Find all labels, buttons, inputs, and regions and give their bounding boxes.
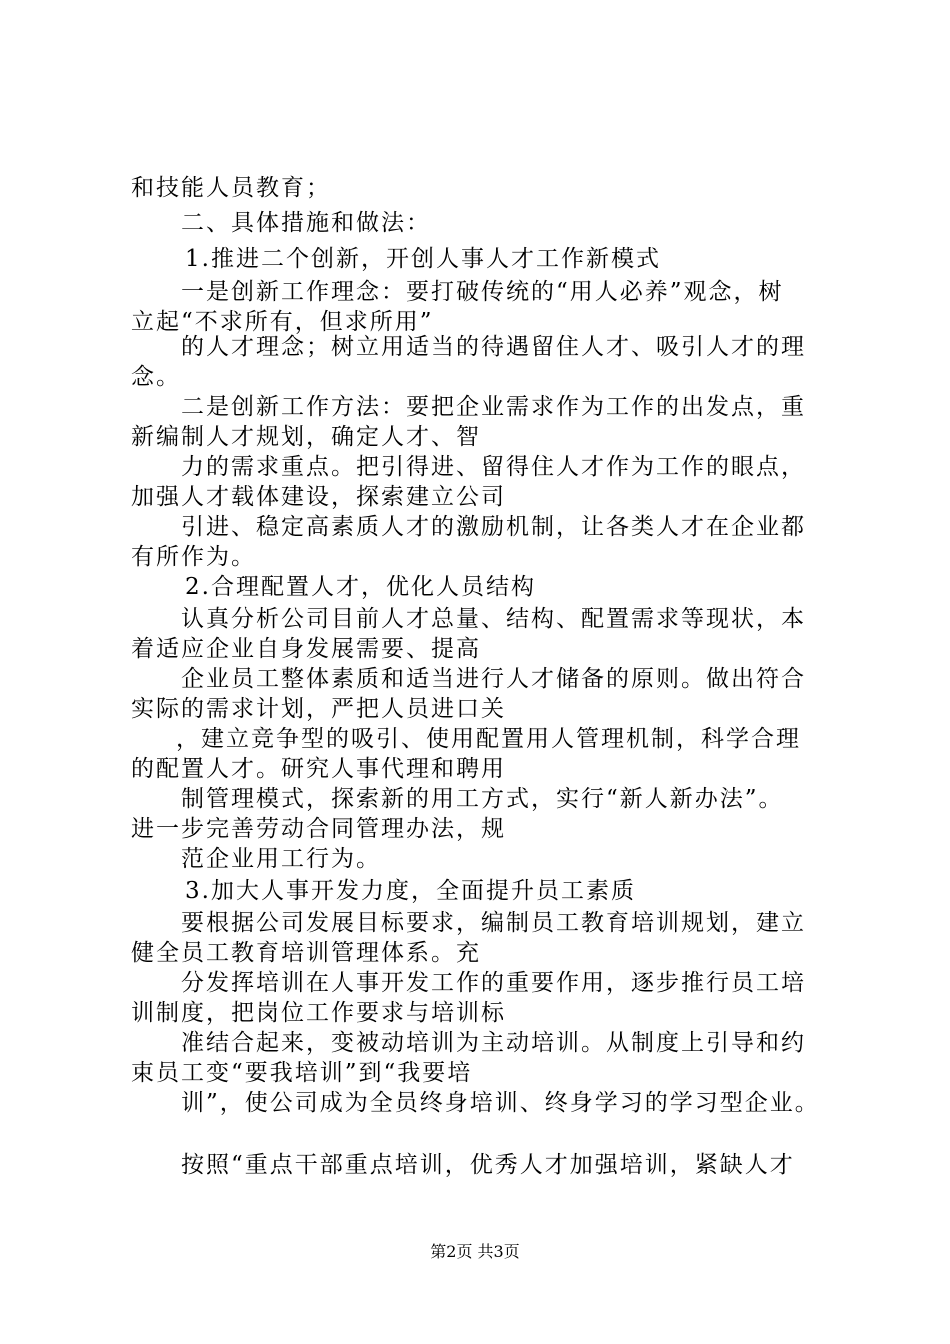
subsection-heading: 1.推进二个创新，开创人事人才工作新模式 xyxy=(185,246,661,272)
text-line: 准结合起来，变被动培训为主动培训。从制度上引导和约 xyxy=(181,1030,806,1056)
text-line: 进一步完善劳动合同管理办法，规 xyxy=(131,816,506,842)
subsection-heading: 3.加大人事开发力度，全面提升员工素质 xyxy=(185,878,636,904)
text-line: 加强人才载体建设，探索建立公司 xyxy=(131,484,506,510)
subsection-heading: 2.合理配置人才，优化人员结构 xyxy=(185,574,536,600)
text-line: 的人才理念；树立用适当的待遇留住人才、吸引人才的理 xyxy=(181,334,806,360)
text-line: 健全员工教育培训管理体系。充 xyxy=(131,940,481,966)
text-line: 着适应企业自身发展需要、提高 xyxy=(131,636,481,662)
text-line: 和技能人员教育； xyxy=(131,175,331,201)
text-line: 念。 xyxy=(131,364,181,390)
text-line: 要根据公司发展目标要求，编制员工教育培训规划，建立 xyxy=(181,910,806,936)
text-line: ，建立竞争型的吸引、使用配置用人管理机制，科学合理 xyxy=(176,726,801,752)
text-line: 有所作为。 xyxy=(131,544,256,570)
text-line: 引进、稳定高素质人才的激励机制，让各类人才在企业都 xyxy=(181,514,806,540)
page-footer: 第2页 共3页 xyxy=(430,1242,520,1261)
text-line: 制管理模式，探索新的用工方式，实行“新人新办法”。 xyxy=(181,786,784,812)
text-line: 力的需求重点。把引得进、留得住人才作为工作的眼点， xyxy=(181,454,806,480)
text-line: 一是创新工作理念：要打破传统的“用人必养”观念，树 xyxy=(181,279,784,305)
text-line: 企业员工整体素质和适当进行人才储备的原则。做出符合 xyxy=(181,666,806,692)
text-line: 按照“重点干部重点培训，优秀人才加强培训，紧缺人才 xyxy=(181,1152,795,1178)
section-heading: 二、具体措施和做法： xyxy=(181,210,431,236)
text-line: 立起“不求所有，但求所用” xyxy=(131,309,434,335)
text-line: 范企业用工行为。 xyxy=(181,846,381,872)
text-line: 训”，使公司成为全员终身培训、终身学习的学习型企业。 xyxy=(181,1090,820,1116)
text-line: 束员工变“要我培训”到“我要培 xyxy=(131,1060,473,1086)
text-line: 训制度，把岗位工作要求与培训标 xyxy=(131,1000,506,1026)
text-line: 二是创新工作方法：要把企业需求作为工作的出发点，重 xyxy=(181,394,806,420)
text-line: 的配置人才。研究人事代理和聘用 xyxy=(131,756,506,782)
text-line: 分发挥培训在人事开发工作的重要作用，逐步推行员工培 xyxy=(181,970,806,996)
text-line: 实际的需求计划，严把人员进口关 xyxy=(131,696,506,722)
text-line: 认真分析公司目前人才总量、结构、配置需求等现状，本 xyxy=(181,606,806,632)
text-line: 新编制人才规划，确定人才、智 xyxy=(131,424,481,450)
